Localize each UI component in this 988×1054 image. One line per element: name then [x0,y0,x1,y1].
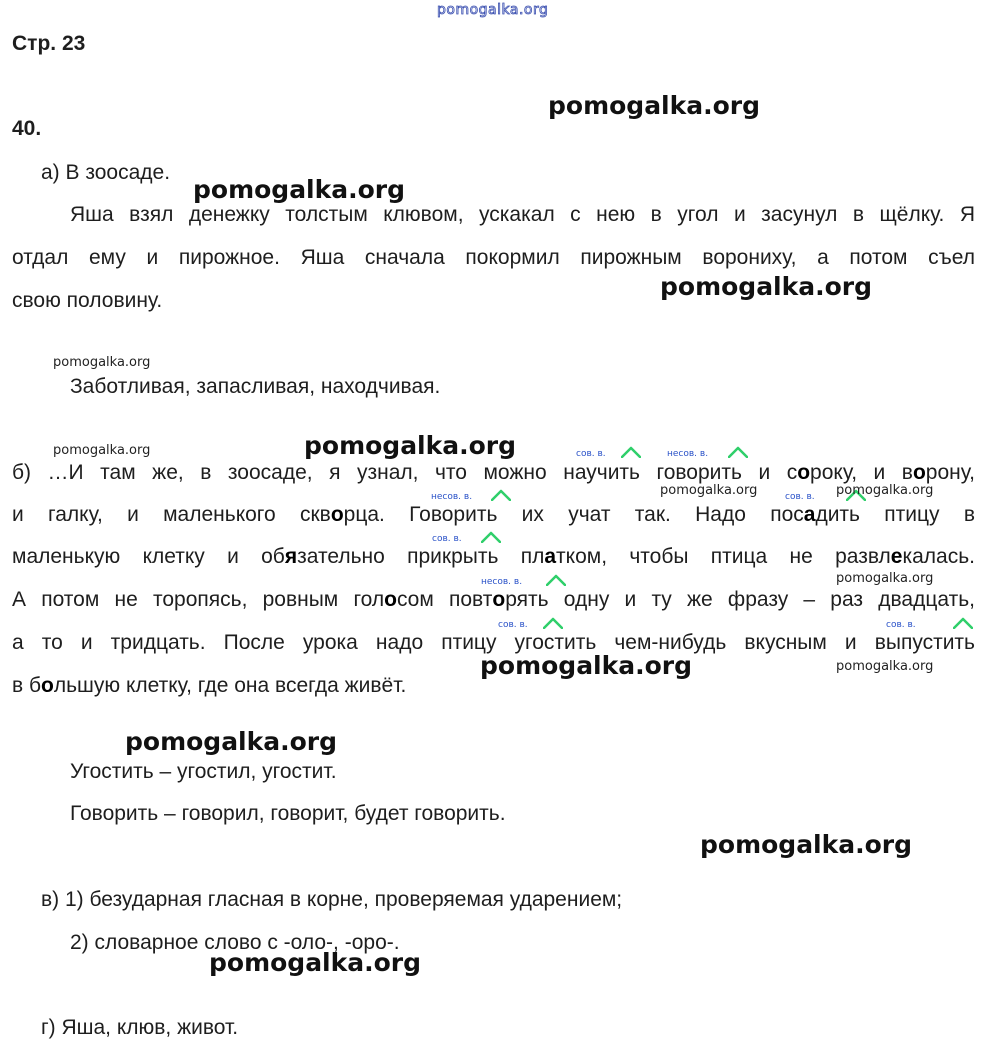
aspect-label-perfective: сов. в. [432,534,462,544]
watermark: pomogalka.org [700,830,913,859]
watermark: pomogalka.org [125,727,338,756]
stress-caret-icon [481,531,501,543]
watermark: pomogalka.org [660,272,873,301]
section-b-line-2: и галку, и маленького скворца. Говорить их учат так. Надо посадить птицу в [12,503,975,526]
watermark: pomogalka.org [193,175,406,204]
stress-caret-icon [543,617,563,629]
section-g-line-1: г) Яша, клюв, живот. [41,1016,239,1039]
section-a-answer: Заботливая, запасливая, находчивая. [70,375,441,398]
stress-caret-icon [953,617,973,629]
aspect-label-perfective: сов. в. [498,620,528,630]
stress-caret-icon [728,446,748,458]
section-a-line-3: свою половину. [12,289,163,312]
watermark: pomogalka.org [480,651,693,680]
section-b-line-1: б) …И там же, в зоосаде, я узнал, что можно научить говорить и сороку, и ворону, [12,461,975,484]
stress-caret-icon [546,574,566,586]
verb-forms-ugostit: Угостить – угостил, угостит. [70,760,337,783]
stress-caret-icon [621,446,641,458]
watermark: pomogalka.org [304,431,517,460]
watermark-small: pomogalka.org [53,355,151,370]
top-watermark: pomogalka.org [437,2,549,18]
aspect-label-perfective: сов. в. [576,449,606,459]
aspect-label-perfective: сов. в. [785,492,815,502]
watermark: pomogalka.org [209,948,422,977]
aspect-label-imperfective: несов. в. [481,577,523,587]
section-a-heading: а) В зоосаде. [41,161,171,184]
section-b-line-3: маленькую клетку и обязательно прикрыть платком, чтобы птица не развлекалась. [12,545,976,568]
aspect-label-perfective: сов. в. [886,620,916,630]
watermark: pomogalka.org [548,91,761,120]
section-a-line-2: отдал ему и пирожное. Яша сначала покормил пирожным ворониху, а потом съел [12,246,975,269]
section-v-line-1: в) 1) безударная гласная в корне, проверяемая ударением; [41,888,623,911]
watermark-small: pomogalka.org [53,443,151,458]
watermark-small: pomogalka.org [660,483,758,498]
verb-forms-govorit: Говорить – говорил, говорит, будет говорить. [70,802,506,825]
aspect-label-imperfective: несов. в. [667,449,709,459]
aspect-label-imperfective: несов. в. [431,492,473,502]
watermark-small: pomogalka.org [836,571,934,586]
section-v-line-2: 2) словарное слово с -оло-, -оро-. [70,931,400,954]
page-label: Стр. 23 [12,32,86,55]
exercise-number: 40. [12,117,42,140]
watermark-small: pomogalka.org [836,483,934,498]
stress-caret-icon [491,489,511,501]
watermark-small: pomogalka.org [836,659,934,674]
section-b-line-4: А потом не торопясь, ровным голосом повторять одну и ту же фразу – раз двадцать, [12,588,975,611]
section-b-line-5: а то и тридцать. После урока надо птицу угостить чем-нибудь вкусным и выпустить [12,631,975,654]
section-a-line-1: Яша взял денежку толстым клювом, ускакал с нею в угол и засунул в щёлку. Я [70,203,975,226]
section-b-line-6: в большую клетку, где она всегда живёт. [12,674,407,697]
